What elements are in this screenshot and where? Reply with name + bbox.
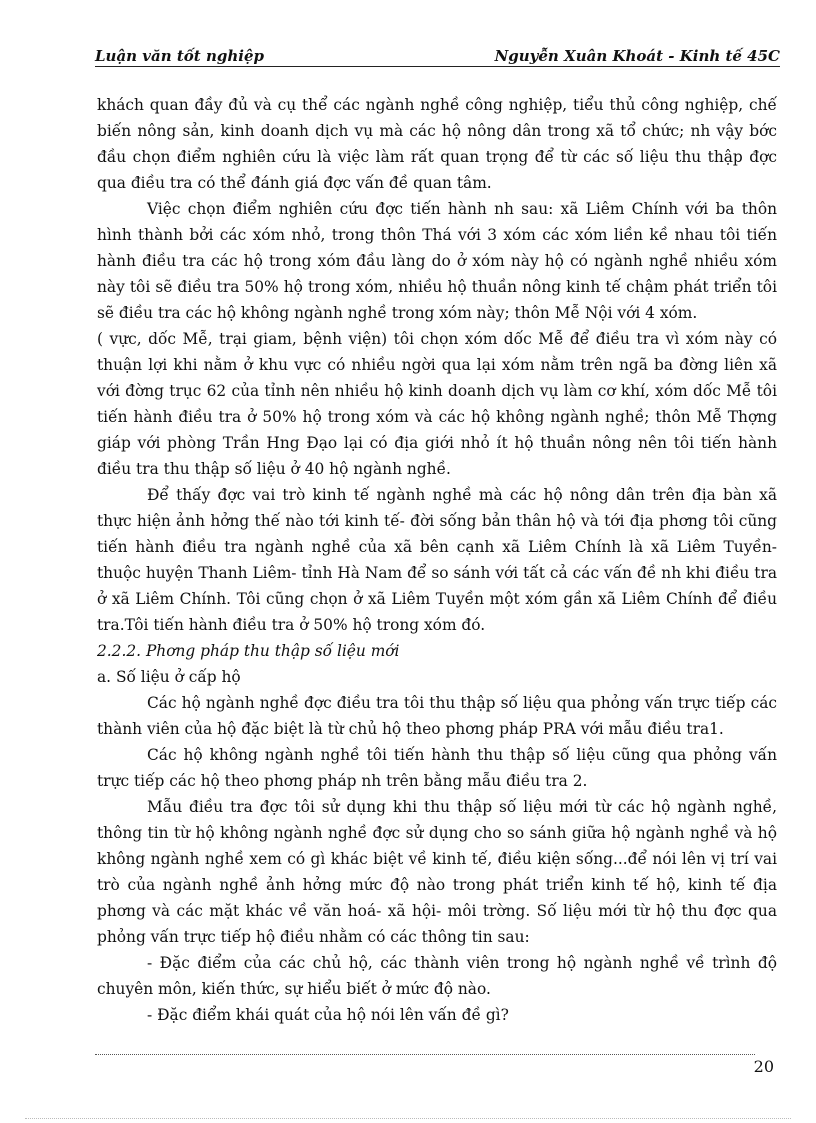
subsection-heading: a. Số liệu ở cấp hộ bbox=[97, 668, 241, 686]
page-header bbox=[95, 44, 780, 67]
paragraph: Việc chọn điểm nghiên cứu đợc tiến hành nh sau: xã Liêm Chính với ba thôn hình thành bởi các xóm nhỏ, trong thôn Thá với 3 xóm các xóm liền kề nhau tôi tiến hành điều tra các hộ trong xóm đầu làng do ở xóm này hộ có ngành nghề nhiều xóm này tôi sẽ điều tra 50% hộ trong xóm, nhiều hộ thuần nông kinh tế chậm phát triển tôi sẽ điều tra các hộ không ngành nghề trong xóm này; thôn Mễ Nội với 4 xóm. bbox=[97, 200, 777, 322]
list-item: - Đặc điểm của các chủ hộ, các thành viên trong hộ ngành nghề về trình độ chuyên môn, kiến thức, sự hiểu biết ở mức độ nào. bbox=[97, 954, 777, 998]
header-author: Nguyễn Xuân Khoát - Kinh tế 45C bbox=[494, 47, 780, 65]
page-number: 20 bbox=[753, 1057, 774, 1076]
paragraph: khách quan đầy đủ và cụ thể các ngành nghề công nghiệp, tiểu thủ công nghiệp, chế biến nông sản, kinh doanh dịch vụ mà các hộ nông dân trong xã tổ chức; nh vậy bớc đầu chọn điểm nghiên cứu là việc làm rất quan trọng để từ các số liệu thu thập đợc qua điều tra có thể đánh giá đợc vấn đề quan tâm. bbox=[97, 96, 777, 192]
paragraph: Các hộ không ngành nghề tôi tiến hành thu thập số liệu cũng qua phỏng vấn trực tiếp các hộ theo phơng pháp nh trên bằng mẫu điều tra 2. bbox=[97, 746, 777, 790]
header-thesis-label: Luận văn tốt nghiệp bbox=[95, 47, 264, 65]
page-bottom-divider bbox=[25, 1118, 791, 1119]
footer-divider bbox=[95, 1054, 755, 1055]
section-heading: 2.2.2. Phơng pháp thu thập số liệu mới bbox=[97, 642, 400, 660]
paragraph: Các hộ ngành nghề đợc điều tra tôi thu thập số liệu qua phỏng vấn trực tiếp các thành viên của hộ đặc biệt là từ chủ hộ theo phơng pháp PRA với mẫu điều tra1. bbox=[97, 694, 777, 738]
document-body bbox=[97, 92, 777, 1028]
list-item: - Đặc điểm khái quát của hộ nói lên vấn đề gì? bbox=[147, 1006, 509, 1024]
paragraph: Mẫu điều tra đợc tôi sử dụng khi thu thập số liệu mới từ các hộ ngành nghề, thông tin từ hộ không ngành nghề đợc sử dụng cho so sánh giữa hộ ngành nghề và hộ không ngành nghề xem có gì khác biệt về kinh tế, điều kiện sống...để nói lên vị trí vai trò của ngành nghề ảnh hởng mức độ nào trong phát triển kinh tế hộ, kinh tế địa phơng và các mặt khác về văn hoá- xã hội- môi trờng. Số liệu mới từ hộ thu đợc qua phỏng vấn trực tiếp hộ điều nhằm có các thông tin sau: bbox=[97, 798, 777, 946]
paragraph: ( vực, dốc Mễ, trại giam, bệnh viện) tôi chọn xóm dốc Mễ để điều tra vì xóm này có thuận lợi khi nằm ở khu vực có nhiều ngời qua lại xóm nằm trên ngã ba đờng liên xã với đờng trục 62 của tỉnh nên nhiều hộ kinh doanh dịch vụ làm cơ khí, xóm dốc Mễ tôi tiến hành điều tra ở 50% hộ trong xóm và các hộ không ngành nghề; thôn Mễ Thợng giáp với phòng Trần Hng Đạo lại có địa giới nhỏ ít hộ thuần nông nên tôi tiến hành điều tra thu thập số liệu ở 40 hộ ngành nghề. bbox=[97, 330, 777, 478]
paragraph: Để thấy đợc vai trò kinh tế ngành nghề mà các hộ nông dân trên địa bàn xã thực hiện ảnh hởng thế nào tới kinh tế- đời sống bản thân hộ và tới địa phơng tôi cũng tiến hành điều tra ngành nghề của xã bên cạnh xã Liêm Chính là xã Liêm Tuyền- thuộc huyện Thanh Liêm- tỉnh Hà Nam để so sánh với tất cả các vấn đề nh khi điều tra ở xã Liêm Chính. Tôi cũng chọn ở xã Liêm Tuyền một xóm gần xã Liêm Chính để điều tra.Tôi tiến hành điều tra ở 50% hộ trong xóm đó. bbox=[97, 486, 777, 634]
